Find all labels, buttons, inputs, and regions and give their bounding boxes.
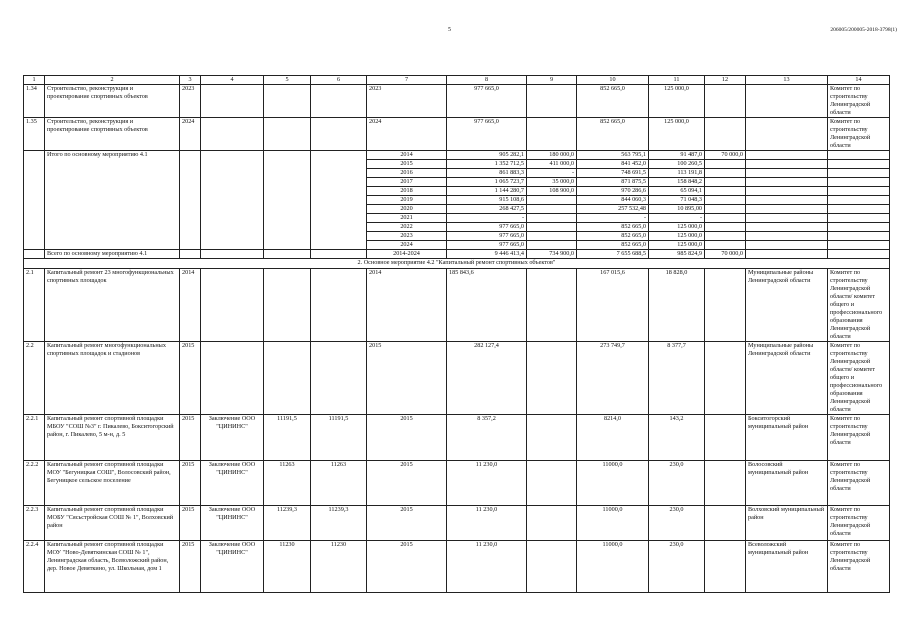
- section-title: 2. Основное мероприятие 4.2 "Капитальный ремонт спортивных объектов": [24, 259, 890, 269]
- summary-subcell: 108 900,0: [527, 187, 576, 196]
- summary-subcell: [705, 169, 745, 178]
- summary-federal: [527, 151, 577, 250]
- summary-subcell: 35 000,0: [527, 178, 576, 187]
- start-year: 2024: [180, 118, 201, 151]
- col-11: 11: [649, 76, 705, 85]
- regional-value: 8214,0: [577, 415, 649, 461]
- summary-subcell: 2020: [367, 205, 446, 214]
- blank-subcell: [828, 169, 889, 178]
- local-value: 230,0: [649, 541, 705, 593]
- summary-total: [447, 151, 527, 250]
- summary-subcell: 125 000,0: [649, 223, 704, 232]
- blank-subcell: [828, 223, 889, 232]
- local-value: 143,2: [649, 415, 705, 461]
- blank-subcell: [746, 232, 827, 241]
- federal-value: 734 900,0: [527, 250, 577, 259]
- summary-subcell: 91 487,0: [649, 151, 704, 160]
- blank-subcell: [746, 241, 827, 249]
- summary-row: [24, 151, 890, 250]
- summary-subcell: 411 000,0: [527, 160, 576, 169]
- event-name: Строительство, реконструкция и проектирование спортивных объектов: [45, 85, 180, 118]
- summary-subcell: 125 000,0: [677, 241, 702, 248]
- recipient: Муниципальные районы Ленинградской области: [746, 342, 828, 415]
- summary-subcell: 10 895,00: [649, 205, 704, 214]
- event-name: Строительство, реконструкция и проектирование спортивных объектов: [45, 118, 180, 151]
- regional-value: 7 655 688,5: [577, 250, 649, 259]
- blank-subcell: [746, 187, 827, 196]
- summary-subcell: 125 000,0: [649, 232, 704, 241]
- regional-value: 11000,0: [577, 506, 649, 541]
- period: 2015: [367, 342, 447, 415]
- event-name: Капитальный ремонт спортивной площадки МОУ "Бегуницкая СОШ", Волосовский район, Бегуницкое сельское поселение: [45, 461, 180, 506]
- row-number: 2.2.2: [24, 461, 45, 506]
- blank-subcell: [828, 178, 889, 187]
- regional-value: 852 665,0: [577, 118, 649, 151]
- summary-subcell: 180 000,0: [527, 151, 576, 160]
- col-4: 4: [201, 76, 264, 85]
- summary-subcell: 1 065 723,7: [447, 178, 526, 187]
- summary-subcell: 2016: [367, 169, 446, 178]
- summary-subcell: 1 144 280,7: [447, 187, 526, 196]
- period: 2015: [367, 415, 447, 461]
- recipient: Муниципальные районы Ленинградской области: [746, 269, 828, 342]
- summary-subcell: 852 665,0: [577, 232, 648, 241]
- executor: Комитет по строительству Ленинградской области: [828, 118, 890, 151]
- total-value: 185 843,6: [447, 269, 527, 342]
- summary-subcell: 977 665,0: [447, 232, 526, 241]
- col-14: 14: [828, 76, 890, 85]
- summary-subcell: 158 848,2: [649, 178, 704, 187]
- local-value: 125 000,0: [649, 118, 705, 151]
- summary-subcell: 2019: [367, 196, 446, 205]
- summary-subcell: -: [447, 214, 526, 223]
- summary-subcell: 100 260,5: [649, 160, 704, 169]
- expertise-document: Заключение ООО "ЦИНИНС": [201, 461, 264, 506]
- summary-subcell: 861 883,3: [447, 169, 526, 178]
- blank-subcell: [746, 160, 827, 169]
- summary-subcell: -: [527, 169, 576, 178]
- summary-subcell: [705, 196, 745, 205]
- col-5: 5: [264, 76, 311, 85]
- summary-years: [367, 151, 447, 250]
- summary-subcell: 268 427,5: [447, 205, 526, 214]
- summary-subcell: 2022: [367, 223, 446, 232]
- page-number: 5: [448, 27, 451, 33]
- recipient: Бокситогорский муниципальный район: [746, 415, 828, 461]
- summary-other: [705, 151, 746, 250]
- total-period: 2014-2024: [367, 250, 447, 259]
- blank-subcell: [746, 223, 827, 232]
- summary-subcell: 852 665,0: [621, 241, 646, 248]
- col-8: 8: [447, 76, 527, 85]
- local-value: 8 377,7: [649, 342, 705, 415]
- summary-subcell: 2024: [400, 241, 413, 248]
- regional-value: 167 015,6: [577, 269, 649, 342]
- summary-subcell: 2017: [367, 178, 446, 187]
- row-number: 2.2: [24, 342, 45, 415]
- expertise-document: Заключение ООО "ЦИНИНС": [201, 415, 264, 461]
- recipient: Всеволожский муниципальный район: [746, 541, 828, 593]
- total-value: 11 230,0: [447, 506, 527, 541]
- regional-value: 273 749,7: [577, 342, 649, 415]
- blank-subcell: [746, 178, 827, 187]
- col-10: 10: [577, 76, 649, 85]
- summary-subcell: 841 452,0: [577, 160, 648, 169]
- executor: Комитет по строительству Ленинградской области: [828, 415, 890, 461]
- table-row: [24, 506, 890, 541]
- summary-subcell: [527, 196, 576, 205]
- blank-subcell: [746, 205, 827, 214]
- row-number: 2.1: [24, 269, 45, 342]
- total-value: 11 230,0: [447, 461, 527, 506]
- event-name: Капитальный ремонт спортивной площадки МОБУ "Сясьстройская СОШ № 1", Волховский район: [45, 506, 180, 541]
- regional-value: 852 665,0: [577, 85, 649, 118]
- start-year: 2015: [180, 506, 201, 541]
- row-number: 2.2.4: [24, 541, 45, 593]
- col-1: 1: [24, 76, 45, 85]
- blank-subcell: [828, 151, 889, 160]
- period: 2015: [367, 506, 447, 541]
- start-year: 2014: [180, 269, 201, 342]
- estimate-value: 11263: [264, 461, 311, 506]
- table-row: [24, 541, 890, 593]
- total-value: 282 127,4: [447, 342, 527, 415]
- cost-value: 11230: [311, 541, 367, 593]
- other-value: 70 000,0: [705, 250, 746, 259]
- summary-subcell: 1 352 712,5: [447, 160, 526, 169]
- blank-subcell: [746, 196, 827, 205]
- summary-subcell: 2014: [367, 151, 446, 160]
- col-6: 6: [311, 76, 367, 85]
- summary-subcell: 257 532,48: [577, 205, 648, 214]
- summary-subcell: 915 108,6: [447, 196, 526, 205]
- period: 2024: [367, 118, 447, 151]
- start-year: 2015: [180, 415, 201, 461]
- start-year: 2015: [180, 541, 201, 593]
- executor: Комитет по строительству Ленинградской области: [828, 506, 890, 541]
- blank-subcell: [828, 232, 889, 241]
- col-3: 3: [180, 76, 201, 85]
- document-id: 206005/200005-2018-3798(1): [830, 27, 897, 33]
- local-value: 230,0: [649, 461, 705, 506]
- recipient: Волховский муниципальный район: [746, 506, 828, 541]
- summary-subcell: -: [649, 214, 704, 223]
- cost-value: 11191,5: [311, 415, 367, 461]
- start-year: 2015: [180, 342, 201, 415]
- table-row: [24, 118, 890, 151]
- col-2: 2: [45, 76, 180, 85]
- summary-subcell: [705, 178, 745, 187]
- summary-subcell: 977 665,0: [499, 241, 524, 248]
- local-value: 985 824,9: [649, 250, 705, 259]
- estimate-value: 11191,5: [264, 415, 311, 461]
- event-name: Капитальный ремонт многофункциональных спортивных площадок и стадионов: [45, 342, 180, 415]
- summary-subcell: [705, 241, 745, 249]
- cost-value: 11239,3: [311, 506, 367, 541]
- blank-subcell: [828, 160, 889, 169]
- total-value: 11 230,0: [447, 541, 527, 593]
- summary-subcell: 844 060,3: [577, 196, 648, 205]
- program-table: [23, 75, 890, 593]
- blank-subcell: [828, 241, 889, 249]
- summary-subcell: 2018: [367, 187, 446, 196]
- summary-subcell: [527, 241, 576, 249]
- start-year: 2023: [180, 85, 201, 118]
- regional-value: 11000,0: [577, 541, 649, 593]
- total-value: 977 665,0: [447, 85, 527, 118]
- summary-label: Итого по основному мероприятию 4.1: [45, 151, 180, 250]
- recipient: Волосовский муниципальный район: [746, 461, 828, 506]
- summary-subcell: -: [577, 214, 648, 223]
- summary-subcell: 2015: [367, 160, 446, 169]
- blank-subcell: [746, 169, 827, 178]
- summary-subcell: 970 286,6: [577, 187, 648, 196]
- summary-subcell: 71 048,3: [649, 196, 704, 205]
- table-row: [24, 461, 890, 506]
- summary-subcell: [527, 223, 576, 232]
- summary-subcell: 563 795,1: [577, 151, 648, 160]
- summary-subcell: 977 665,0: [447, 223, 526, 232]
- blank-subcell: [828, 214, 889, 223]
- total-row: [24, 250, 890, 259]
- local-value: 125 000,0: [649, 85, 705, 118]
- summary-subcell: [705, 223, 745, 232]
- total-value: 9 446 413,4: [447, 250, 527, 259]
- table-row: [24, 415, 890, 461]
- local-value: 18 828,0: [649, 269, 705, 342]
- column-number-row: [24, 76, 890, 85]
- summary-subcell: [705, 232, 745, 241]
- blank-subcell: [828, 187, 889, 196]
- row-number: 2.2.3: [24, 506, 45, 541]
- summary-subcell: 871 875,5: [577, 178, 648, 187]
- summary-subcell: 70 000,0: [705, 151, 745, 160]
- summary-subcell: [705, 160, 745, 169]
- table-row: [24, 85, 890, 118]
- summary-local: [649, 151, 705, 250]
- total-label: Всего по основному мероприятию 4.1: [45, 250, 180, 259]
- summary-regional: [577, 151, 649, 250]
- col-9: 9: [527, 76, 577, 85]
- col-7: 7: [367, 76, 447, 85]
- summary-subcell: 65 094,1: [649, 187, 704, 196]
- col-12: 12: [705, 76, 746, 85]
- period: 2023: [367, 85, 447, 118]
- estimate-value: 11239,3: [264, 506, 311, 541]
- summary-subcell: 905 282,1: [447, 151, 526, 160]
- cost-value: 11263: [311, 461, 367, 506]
- summary-subcell: 748 691,5: [577, 169, 648, 178]
- summary-subcell: 2021: [367, 214, 446, 223]
- executor: Комитет по строительству Ленинградской области: [828, 85, 890, 118]
- total-value: 8 357,2: [447, 415, 527, 461]
- summary-subcell: [705, 214, 745, 223]
- row-number: 1.34: [24, 85, 45, 118]
- executor: Комитет по строительству Ленинградской области/ комитет общего и профессионального образования Ленинградской области: [828, 342, 890, 415]
- summary-subcell: [527, 232, 576, 241]
- summary-subcell: [705, 205, 745, 214]
- blank-subcell: [746, 214, 827, 223]
- table-row: [24, 342, 890, 415]
- event-name: Капитальный ремонт спортивной площадки МБОУ "СОШ №3" г. Пикалево, Бокситогорский район, г. Пикалево, 5 м-н, д. 5: [45, 415, 180, 461]
- col-13: 13: [746, 76, 828, 85]
- total-value: 977 665,0: [447, 118, 527, 151]
- summary-subcell: [527, 214, 576, 223]
- blank-subcell: [828, 205, 889, 214]
- blank-subcell: [746, 151, 827, 160]
- blank-subcell: [828, 196, 889, 205]
- local-value: 230,0: [649, 506, 705, 541]
- period: 2014: [367, 269, 447, 342]
- section-row: [24, 259, 890, 269]
- event-name: Капитальный ремонт 23 многофункциональных спортивных площадок: [45, 269, 180, 342]
- event-name: Капитальный ремонт спортивной площадки МОУ "Ново-Девяткинская СОШ № 1", Ленинградская область, Всеволожский район, дер. Новое Девяткино, ул. Школьная, дом 1: [45, 541, 180, 593]
- regional-value: 11000,0: [577, 461, 649, 506]
- row-number: 1.35: [24, 118, 45, 151]
- executor: Комитет по строительству Ленинградской области: [828, 541, 890, 593]
- expertise-document: Заключение ООО "ЦИНИНС": [201, 541, 264, 593]
- row-number: 2.2.1: [24, 415, 45, 461]
- summary-subcell: [705, 187, 745, 196]
- table-row: [24, 269, 890, 342]
- summary-subcell: 113 191,8: [649, 169, 704, 178]
- summary-subcell: [527, 205, 576, 214]
- summary-subcell: 2023: [367, 232, 446, 241]
- start-year: 2015: [180, 461, 201, 506]
- period: 2015: [367, 541, 447, 593]
- executor: Комитет по строительству Ленинградской области/ комитет общего и профессионального образования Ленинградской области: [828, 269, 890, 342]
- expertise-document: Заключение ООО "ЦИНИНС": [201, 506, 264, 541]
- executor: Комитет по строительству Ленинградской области: [828, 461, 890, 506]
- estimate-value: 11230: [264, 541, 311, 593]
- summary-subcell: 852 665,0: [577, 223, 648, 232]
- period: 2015: [367, 461, 447, 506]
